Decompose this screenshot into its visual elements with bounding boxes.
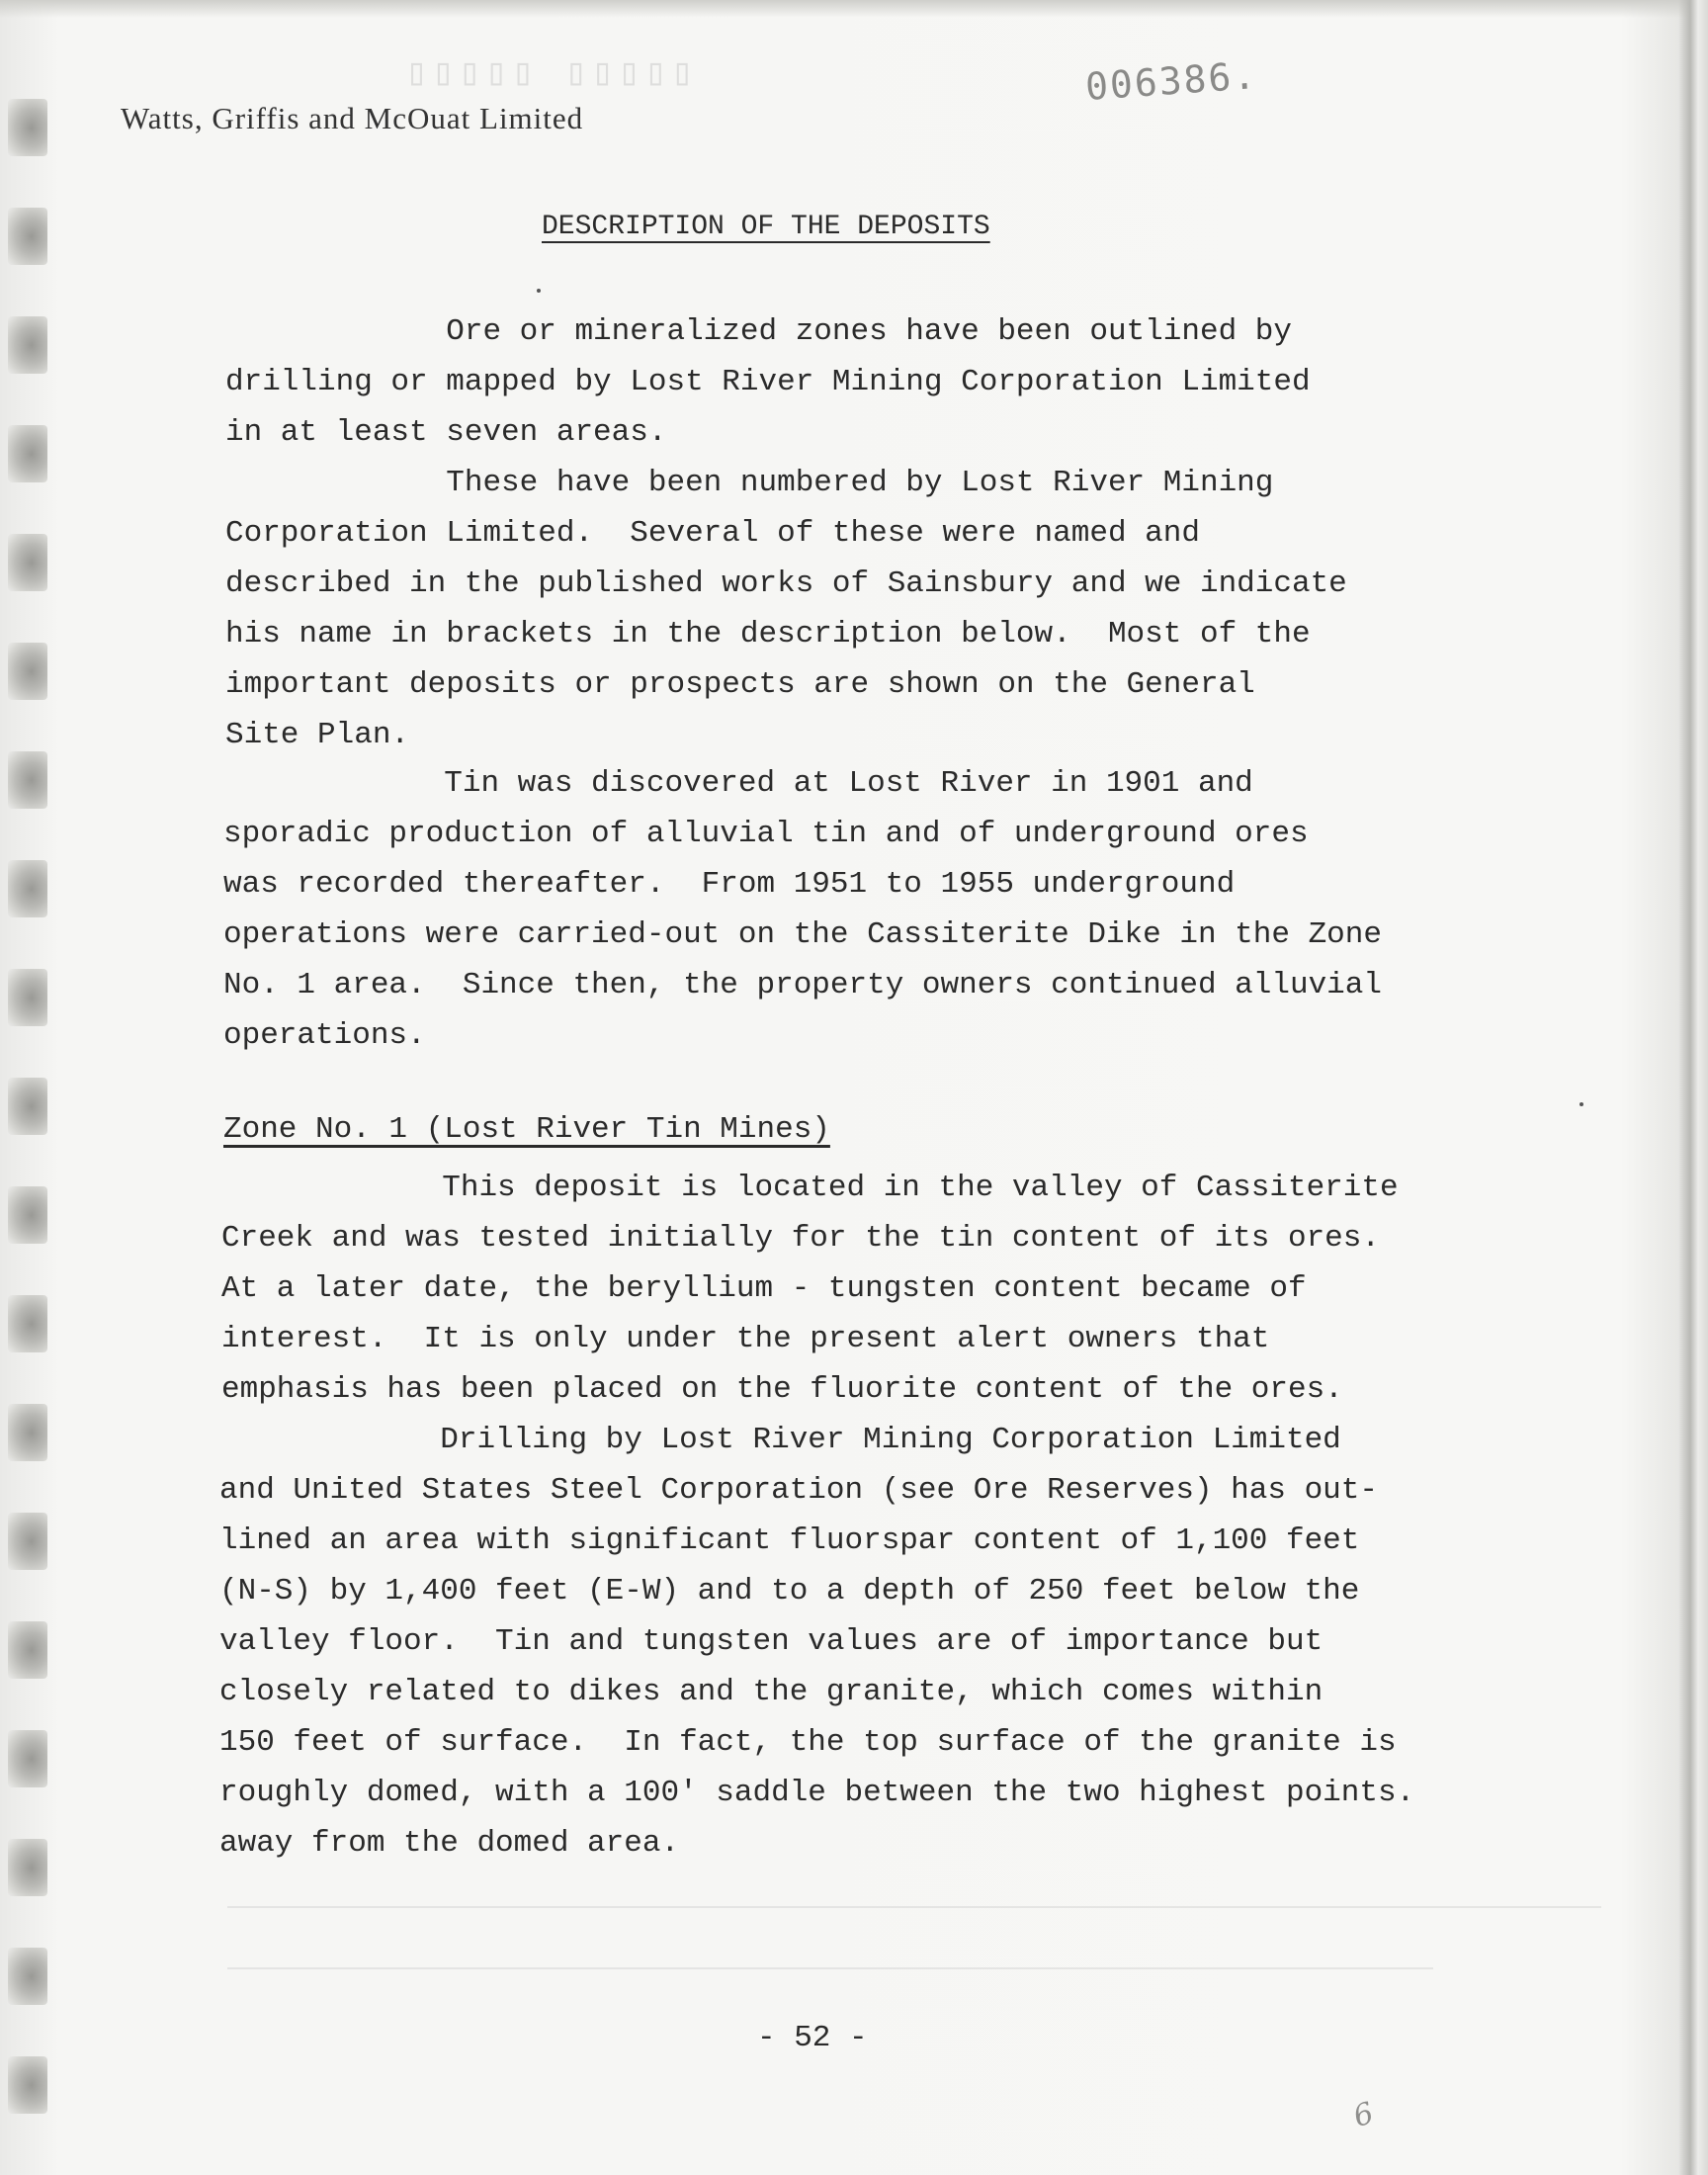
binding-hole xyxy=(8,208,47,265)
binding-hole xyxy=(8,1295,47,1352)
paragraph: This deposit is located in the valley of Cassiterite Creek and was tested initially for the tin content of its ores. At a later date, the beryllium - tungsten content became of interest. It is only under the present alert owners that emphasis has been placed on the fluorite content of the ores. xyxy=(221,1171,1399,1407)
paragraph: These have been numbered by Lost River Mining Corporation Limited. Several of these were named and described in the published works of Sainsbury and we indicate his name in brackets in the description below. Most of the important deposits or prospects are shown on the General Site Plan. xyxy=(225,466,1347,752)
page-title: DESCRIPTION OF THE DEPOSITS xyxy=(542,212,990,242)
bleed-through-ghost-text: ▯▯▯▯▯ ▯▯▯▯▯ xyxy=(405,49,698,93)
section-heading: Zone No. 1 (Lost River Tin Mines) xyxy=(223,1112,830,1147)
binding-hole xyxy=(8,643,47,700)
page-number: - 52 - xyxy=(757,2021,868,2055)
binding-hole xyxy=(8,2056,47,2114)
handwritten-margin-mark: 6 xyxy=(1349,2095,1379,2135)
binding-hole xyxy=(8,1078,47,1135)
binding-hole xyxy=(8,1513,47,1570)
binding-hole xyxy=(8,534,47,591)
binding-hole xyxy=(8,1186,47,1244)
binding-hole xyxy=(8,751,47,809)
paragraph: Ore or mineralized zones have been outlined by drilling or mapped by Lost River Mining Corporation Limited in at least seven areas. xyxy=(225,314,1311,450)
binding-hole xyxy=(8,425,47,482)
stray-mark xyxy=(1580,1102,1583,1106)
binding-hole xyxy=(8,860,47,917)
binding-hole xyxy=(8,316,47,374)
page-right-edge xyxy=(1678,0,1708,2175)
bleed-through-line xyxy=(227,1906,1601,1908)
binding-hole xyxy=(8,99,47,156)
top-shadow xyxy=(0,0,1708,18)
paragraph: Drilling by Lost River Mining Corporation Limited and United States Steel Corporation (see Ore Reserves) has out- lined an area with significant fluorspar content of 1,100 feet (N-S) by 1,400 feet (E-W) and to a depth of 250 feet below the valley floor. Tin and tungsten values are of importance but closely related to dikes and the granite, which comes within 150 feet of surface. In fact, the top surface of the granite is roughly domed, with a 100' saddle between the two highest points. away from the domed area. xyxy=(219,1423,1415,1861)
binding-hole xyxy=(8,1730,47,1787)
spiral-binding xyxy=(0,0,59,2175)
paragraph: Tin was discovered at Lost River in 1901 and sporadic production of alluvial tin and of underground ores was recorded thereafter. From 1951 to 1955 underground operations were carried-out on the Cassiterite Dike in the Zone No. 1 area. Since then, the property owners continued alluvial operations. xyxy=(223,766,1382,1053)
stray-mark xyxy=(537,289,541,293)
company-letterhead: Watts, Griffis and McOuat Limited xyxy=(121,101,584,135)
binding-hole xyxy=(8,1621,47,1679)
binding-hole xyxy=(8,1839,47,1896)
binding-hole xyxy=(8,1948,47,2005)
document-code-stamp: 006386. xyxy=(1083,52,1259,110)
binding-hole xyxy=(8,1404,47,1461)
bleed-through-line xyxy=(227,1967,1433,1969)
binding-hole xyxy=(8,969,47,1026)
